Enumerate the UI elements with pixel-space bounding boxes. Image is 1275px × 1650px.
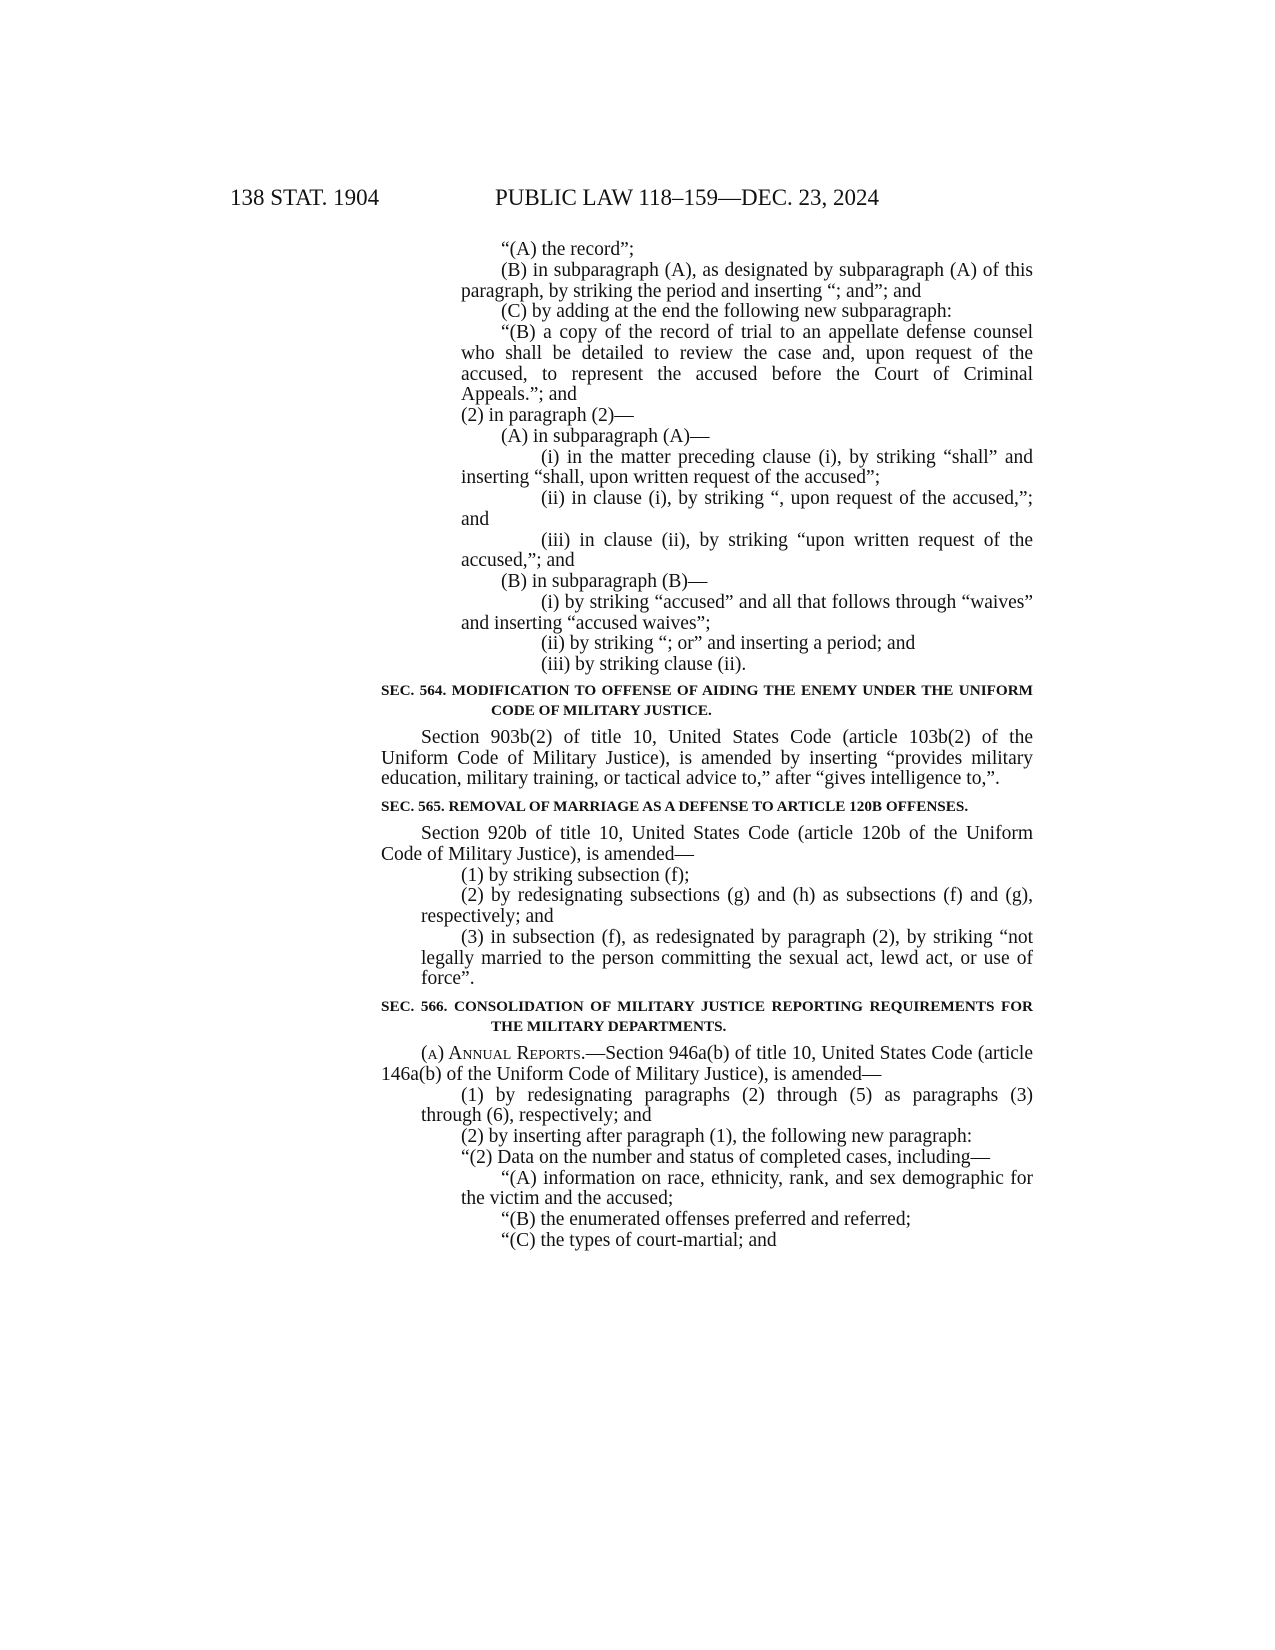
document-body <box>381 240 1033 1252</box>
quoted-subparagraph-b: “(B) a copy of the record of trial to an appellate defense counsel who shall be detailed to review the case and, upon request of the accused, to represent the accused before the Court of Criminal Appeals.”; and <box>461 322 1033 406</box>
statute-page-number: 138 STAT. 1904 <box>230 185 380 210</box>
section-564-text: Section 903b(2) of title 10, United States Code (article 103b(2) of the Uniform Code of Military Justice), is amended by inserting “provides military education, military training, or tactical advice to,” after “gives intelligence to,”. <box>381 726 1033 790</box>
clause-b-subparagraph: (B) in subparagraph (A), as designated by subparagraph (A) of this paragraph, by striking the period and inserting “; and”; and <box>461 259 1033 302</box>
section-565-item-1: (1) by striking subsection (f); <box>461 864 690 886</box>
section-566-item-1: (1) by redesignating paragraphs (2) through (5) as paragraphs (3) through (6), respectively; and <box>421 1084 1033 1127</box>
section-565-item-2: (2) by redesignating subsections (g) and (h) as subsections (f) and (g), respectively; and <box>421 885 1033 927</box>
subparagraph-b-clause-iii: (iii) by striking clause (ii). <box>541 654 747 675</box>
section-566-quoted-c: “(C) the types of court-martial; and <box>501 1229 777 1251</box>
subparagraph-b: (B) in subparagraph (B)— <box>501 571 708 592</box>
section-565-item-3: (3) in subsection (f), as redesignated by paragraph (2), by striking “not legally married to the person committing the sexual act, lewd act, or use of force”. <box>421 926 1033 990</box>
public-law-title: PUBLIC LAW 118–159—DEC. 23, 2024 <box>495 185 880 210</box>
section-566-heading: SEC. 566. CONSOLIDATION OF MILITARY JUSTICE REPORTING REQUIREMENTS FOR THE MILITARY DEPARTMENTS. <box>381 998 1033 1035</box>
page-header <box>230 183 1030 213</box>
section-566-quoted-paragraph-2: “(2) Data on the number and status of completed cases, including— <box>461 1146 991 1168</box>
subparagraph-b-clause-ii: (ii) by striking “; or” and inserting a period; and <box>541 633 916 655</box>
annual-reports-text: —Section 946a(b) of title 10, United States Code (article 146a(b) of the Uniform Code of Military Justice), is amended— <box>381 1043 1033 1085</box>
section-566-subsection-a <box>381 1044 1033 1086</box>
section-564-heading: SEC. 564. MODIFICATION TO OFFENSE OF AIDING THE ENEMY UNDER THE UNIFORM CODE OF MILITARY JUSTICE. <box>381 681 1033 719</box>
subparagraph-a-clause-ii: (ii) in clause (i), by striking “, upon request of the accused,”; and <box>461 488 1033 530</box>
subparagraph-a: (A) in subparagraph (A)— <box>501 425 710 447</box>
section-566-quoted-a: “(A) information on race, ethnicity, rank, and sex demographic for the victim and the accused; <box>461 1167 1033 1210</box>
subparagraph-a-clause-iii: (iii) in clause (ii), by striking “upon written request of the accused,”; and <box>461 529 1033 572</box>
subparagraph-a-clause-i: (i) in the matter preceding clause (i), by striking “shall” and inserting “shall, upon written request of the accused”; <box>461 446 1033 489</box>
clause-a-the-record: “(A) the record”; <box>501 239 635 260</box>
section-566-item-2: (2) by inserting after paragraph (1), the following new paragraph: <box>461 1126 973 1147</box>
section-565-heading: SEC. 565. REMOVAL OF MARRIAGE AS A DEFENSE TO ARTICLE 120B OFFENSES. <box>381 798 969 815</box>
clause-c-adding: (C) by adding at the end the following new subparagraph: <box>501 301 953 323</box>
section-565-intro: Section 920b of title 10, United States Code (article 120b of the Uniform Code of Military Justice), is amended— <box>381 823 1033 865</box>
subparagraph-b-clause-i: (i) by striking “accused” and all that follows through “waives” and inserting “accused waives”; <box>461 591 1033 634</box>
paragraph-2: (2) in paragraph (2)— <box>461 405 634 426</box>
annual-reports-label: (a) Annual Reports. <box>421 1043 586 1064</box>
section-566-quoted-b: “(B) the enumerated offenses preferred and referred; <box>501 1209 911 1230</box>
